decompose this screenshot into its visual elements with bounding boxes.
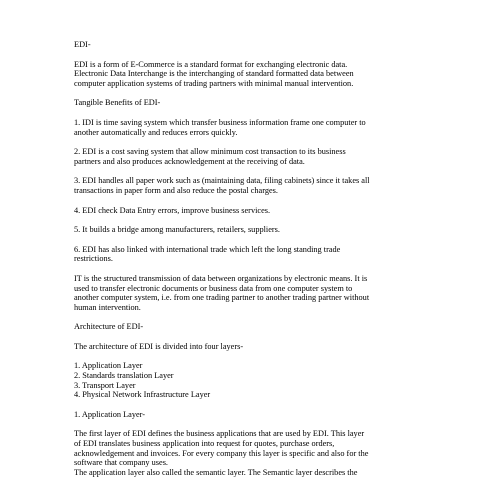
- application-layer-heading-block: [74, 410, 484, 420]
- architecture-heading: Architecture of EDI-: [74, 322, 144, 332]
- layer-item: 3. Transport Layer: [74, 380, 136, 390]
- layer-item: 2. Standards translation Layer: [74, 371, 174, 381]
- document-body: [74, 40, 484, 477]
- benefit-item: [74, 118, 484, 137]
- benefit-line: transactions in paper form and also reduce the postal charges.: [74, 185, 278, 195]
- intro-line: Electronic Data Interchange is the interchanging of standard formatted data between: [74, 69, 354, 79]
- layers-list: [74, 361, 484, 399]
- benefit-line: another automatically and reduces errors quickly.: [74, 127, 238, 137]
- intro-line: EDI is a form of E-Commerce is a standard format for exchanging electronic data.: [74, 59, 348, 69]
- benefit-item: [74, 176, 484, 195]
- benefit-line: partners and also produces acknowledgement at the receiving of data.: [74, 156, 305, 166]
- architecture-heading-block: [74, 322, 484, 332]
- benefit-item: [74, 206, 484, 216]
- application-layer-line: of EDI translates business application into request for quotes, purchase orders,: [74, 439, 335, 449]
- benefit-line: 5. It builds a bridge among manufacturers, retailers, suppliers.: [74, 225, 280, 235]
- architecture-intro-block: [74, 342, 484, 352]
- benefit-item: [74, 245, 484, 264]
- benefit-item: [74, 147, 484, 166]
- application-layer-line: acknowledgement and invoices. For every company this layer is specific and also for the: [74, 448, 369, 458]
- benefit-line: 3. EDI handles all paper work such as (maintaining data, filing cabinets) since it takes all: [74, 176, 370, 186]
- definition-line: another computer system, i.e. from one trading partner to another trading partner without: [74, 293, 370, 303]
- benefit-line: 6. EDI has also linked with international trade which left the long standing trade: [74, 244, 341, 254]
- benefits-heading: Tangible Benefits of EDI-: [74, 98, 161, 108]
- definition-line: human intervention.: [74, 302, 141, 312]
- definition-paragraph: [74, 274, 484, 312]
- definition-line: used to transfer electronic documents or business data from one computer system to: [74, 283, 353, 293]
- application-layer-line: software that company uses.: [74, 458, 169, 468]
- benefit-line: restrictions.: [74, 254, 113, 264]
- benefit-line: 4. EDI check Data Entry errors, improve business services.: [74, 205, 271, 215]
- benefit-item: [74, 225, 484, 235]
- architecture-intro: The architecture of EDI is divided into four layers-: [74, 341, 244, 351]
- application-layer-line: The first layer of EDI defines the business applications that are used by EDI. This layer: [74, 429, 365, 439]
- intro-line: computer application systems of trading partners with minimal manual intervention.: [74, 78, 354, 88]
- application-layer-heading: 1. Application Layer-: [74, 409, 146, 419]
- layer-item: 4. Physical Network Infrastructure Layer: [74, 390, 211, 400]
- application-layer-line: The application layer also called the semantic layer. The Semantic layer describes the: [74, 467, 358, 477]
- benefits-heading-block: [74, 98, 484, 108]
- benefit-line: 1. IDI is time saving system which transfer business information frame one computer to: [74, 117, 366, 127]
- edi-heading-block: [74, 40, 484, 50]
- benefit-line: 2. EDI is a cost saving system that allow minimum cost transaction to its business: [74, 147, 346, 157]
- layer-item: 1. Application Layer: [74, 361, 143, 371]
- edi-heading: EDI-: [74, 40, 91, 49]
- application-layer-paragraph: [74, 429, 484, 477]
- intro-paragraph: [74, 60, 484, 89]
- definition-line: IT is the structured transmission of data between organizations by electronic means. It is: [74, 273, 368, 283]
